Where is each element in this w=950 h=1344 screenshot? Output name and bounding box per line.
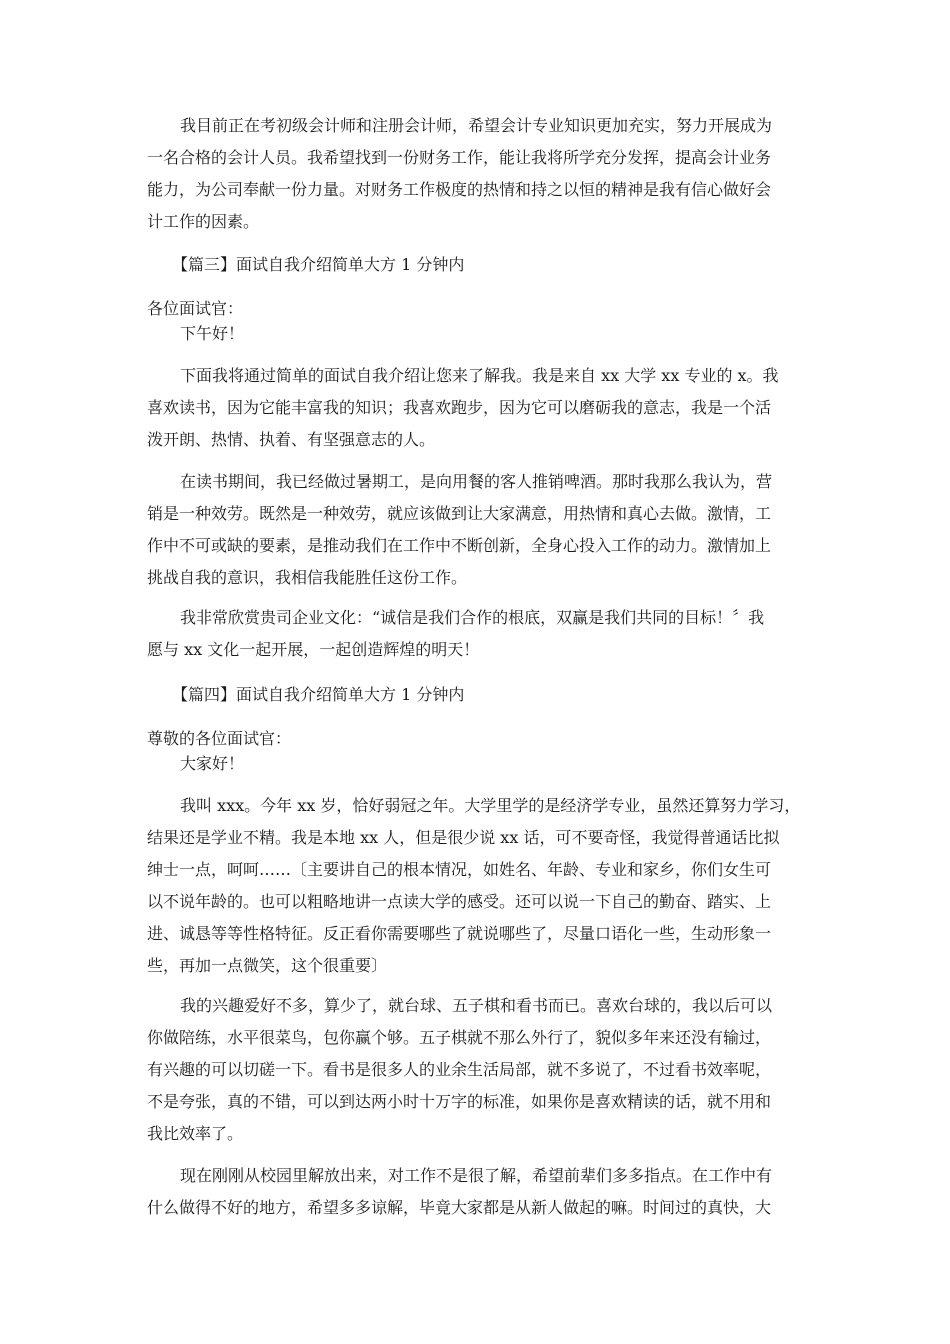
text-line: 我叫 xxx。今年 xx 岁，恰好弱冠之年。大学里学的是经济学专业，虽然还算努力学习， bbox=[180, 796, 801, 815]
text-line: 愿与 xx 文化一起开展，一起创造辉煌的明天！ bbox=[147, 640, 480, 659]
text-line: 计工作的因素。 bbox=[147, 212, 260, 231]
text-line: 作中不可或缺的要素，是推动我们在工作中不断创新，全身心投入工作的动力。激情加上 bbox=[147, 536, 772, 555]
text-line: 我比效率了。 bbox=[147, 1124, 244, 1143]
text-line: 绅士一点，呵呵……〔主要讲自己的根本情况，如姓名、年龄、专业和家乡，你们女生可 bbox=[147, 860, 772, 879]
text-line: 你做陪练，水平很菜鸟，包你赢个够。五子棋就不那么外行了，貌似多年来还没有输过， bbox=[147, 1028, 772, 1047]
text-line: 我非常欣赏贵司企业文化：“诚信是我们合作的根底，双赢是我们共同的目标！〞我 bbox=[180, 608, 765, 627]
text-line: 些，再加一点微笑，这个很重要〕 bbox=[147, 956, 388, 975]
salutation: 尊敬的各位面试官： bbox=[147, 729, 292, 748]
text-line: 有兴趣的可以切磋一下。看书是很多人的业余生活局部，就不多说了，不过看书效率呢， bbox=[147, 1060, 772, 1079]
text-line: 一名合格的会计人员。我希望找到一份财务工作，能让我将所学充分发挥，提高会计业务 bbox=[147, 148, 772, 167]
text-line: 我目前正在考初级会计师和注册会计师，希望会计专业知识更加充实，努力开展成为 bbox=[180, 116, 773, 135]
paragraph-newcomer bbox=[147, 1160, 807, 1224]
text-line: 不是夸张，真的不错，可以到达两小时十万字的标准，如果你是喜欢精读的话，就不用和 bbox=[147, 1092, 772, 1111]
section-heading-part-three: 【篇三】面试自我介绍简单大方 1 分钟内 bbox=[172, 255, 465, 274]
text-line: 销是一种效劳。既然是一种效劳，就应该做到让大家满意，用热情和真心去做。激情，工 bbox=[147, 504, 772, 523]
text-line: 结果还是学业不精。我是本地 xx 人，但是很少说 xx 话，可不要奇怪，我觉得普通话比拟 bbox=[147, 828, 780, 847]
text-line: 我的兴趣爱好不多，算少了，就台球、五子棋和看书而已。喜欢台球的，我以后可以 bbox=[180, 996, 773, 1015]
paragraph-company-culture bbox=[147, 602, 807, 666]
text-line: 喜欢读书，因为它能丰富我的知识；我喜欢跑步，因为它可以磨砺我的意志，我是一个活 bbox=[147, 398, 772, 417]
text-line: 以不说年龄的。也可以粗略地讲一点读大学的感受。还可以说一下自己的勤奋、踏实、上 bbox=[147, 892, 772, 911]
text-line: 什么做得不好的地方，希望多多谅解，毕竟大家都是从新人做起的嘛。时间过的真快，大 bbox=[147, 1198, 772, 1217]
text-line: 下面我将通过简单的面试自我介绍让您来了解我。我是来自 xx 大学 xx 专业的 x。我 bbox=[180, 366, 779, 385]
paragraph-summer-job bbox=[147, 466, 807, 594]
paragraph-accounting-goal bbox=[147, 110, 807, 238]
text-line: 进、诚恳等等性格特征。反正看你需要哪些了就说哪些了，尽量口语化一些，生动形象一 bbox=[147, 924, 772, 943]
text-line: 现在刚刚从校园里解放出来，对工作不是很了解，希望前辈们多多指点。在工作中有 bbox=[180, 1166, 773, 1185]
text-line: 在读书期间，我已经做过暑期工，是向用餐的客人推销啤酒。那时我那么我认为，营 bbox=[180, 472, 773, 491]
paragraph-hobbies bbox=[147, 990, 807, 1150]
greeting: 大家好！ bbox=[180, 754, 245, 773]
salutation: 各位面试官： bbox=[147, 299, 244, 318]
text-line: 挑战自我的意识，我相信我能胜任这份工作。 bbox=[147, 568, 468, 587]
greeting: 下午好！ bbox=[180, 324, 245, 343]
section-heading-part-four: 【篇四】面试自我介绍简单大方 1 分钟内 bbox=[172, 685, 465, 704]
paragraph-self-intro bbox=[147, 360, 807, 456]
paragraph-personal-info bbox=[147, 790, 807, 982]
text-line: 能力，为公司奉献一份力量。对财务工作极度的热情和持之以恒的精神是我有信心做好会 bbox=[147, 180, 772, 199]
text-line: 泼开朗、热情、执着、有坚强意志的人。 bbox=[147, 430, 436, 449]
